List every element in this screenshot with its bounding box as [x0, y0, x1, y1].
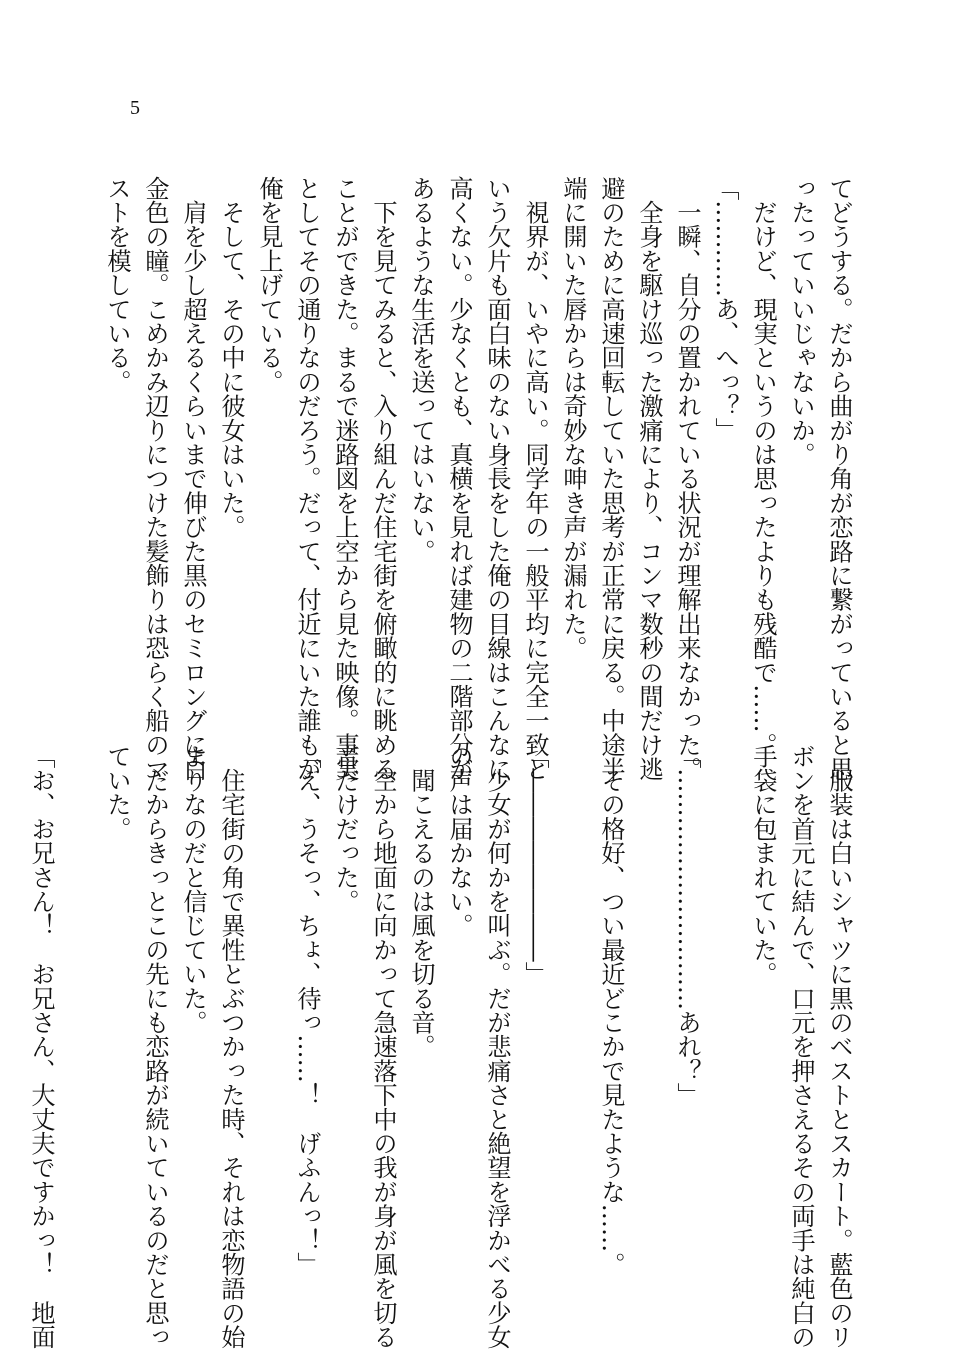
text-line: 高くない。少なくとも、真横を見れば建物の二階部分が	[445, 176, 473, 781]
text-line: ことができた。まるで迷路図を上空から見た映像。事実	[331, 176, 359, 781]
text-line: 手袋に包まれていた。	[749, 744, 777, 986]
text-line: だからきっとこの先にも恋路が続いているのだと思っ	[141, 744, 169, 1349]
text-line: としてその通りなのだろう。だって、付近にいた誰もが	[293, 176, 321, 781]
text-line: 「…………………………あれ？」	[673, 744, 701, 1107]
text-line: ボンを首元に結んで、口元を押さえるその両手は純白の	[787, 744, 815, 1349]
text-line	[554, 744, 592, 1274]
text-line: 一瞬、自分の置かれている状況が理解出来なかった。	[673, 176, 701, 781]
page-number: 5	[130, 97, 140, 119]
text-line: 空から地面に向かって急速落下中の我が身が風を切る	[369, 744, 397, 1350]
text-block-lower	[27, 744, 858, 1350]
text-line: 俺を見上げている。	[255, 176, 283, 394]
text-line: ったっていいじゃないか。	[787, 176, 815, 467]
text-line: 金色の瞳。こめかみ辺りにつけた髪飾りは恐らく船のマ	[141, 176, 169, 781]
text-line: 「――――――――」	[521, 744, 549, 986]
text-line	[250, 744, 288, 1274]
text-line: の声は届かない。	[445, 744, 473, 938]
text-line: まりなのだと信じていた。	[179, 744, 207, 1035]
text-line: 「…………あ、へっ？」	[711, 176, 739, 443]
text-line: その格好、つい最近どこかで見たような……。	[597, 744, 625, 1277]
text-line: 全身を駆け巡った激痛により、コンマ数秒の間だけ逃	[635, 176, 663, 781]
text-line: そして、その中に彼女はいた。	[217, 176, 245, 539]
text-line: いう欠片も面白味のない身長をした俺の目線はこんなに	[483, 176, 511, 781]
text-line: 音だけだった。	[331, 744, 359, 914]
text-line: ストを模している。	[103, 176, 131, 394]
text-line: 端に開いた唇からは奇妙な呻き声が漏れた。	[559, 176, 587, 660]
text-line	[706, 744, 744, 1274]
text-line: だけど、現実というのは思ったよりも残酷で……。	[749, 176, 777, 757]
text-line: 服装は白いシャツに黒のベストとスカート。藍色のリ	[825, 744, 853, 1349]
text-line: 住宅街の角で異性とぶつかった時、それは恋物語の始	[217, 744, 245, 1349]
text-line: 「お、お兄さん！ お兄さん、大丈夫ですかっ！ 地面	[27, 744, 55, 1349]
text-line: 少女が何かを叫ぶ。だが悲痛さと絶望を浮かべる少女	[483, 744, 511, 1349]
text-line: 視界が、いやに高い。同学年の一般平均に完全一致と	[521, 176, 549, 781]
text-line	[60, 744, 98, 1274]
text-line	[630, 744, 668, 1274]
text-line: 下を見てみると、入り組んだ住宅街を俯瞰的に眺める	[369, 176, 397, 781]
text-line: 避のために高速回転していた思考が正常に戻る。中途半	[597, 176, 625, 781]
text-line: ていた。	[103, 744, 131, 841]
text-line: 肩を少し超えるくらいまで伸びた黒のセミロングに白	[179, 176, 207, 781]
text-block-upper	[103, 176, 858, 781]
text-line: てどうする。だから曲がり角が恋路に繋がっていると思	[825, 176, 853, 781]
text-line: あるような生活を送ってはいない。	[407, 176, 435, 564]
text-line: 聞こえるのは風を切る音。	[407, 744, 435, 1059]
text-line: 「え、うそっ、ちょ、待っ……！ げふんっ！」	[293, 744, 321, 1277]
